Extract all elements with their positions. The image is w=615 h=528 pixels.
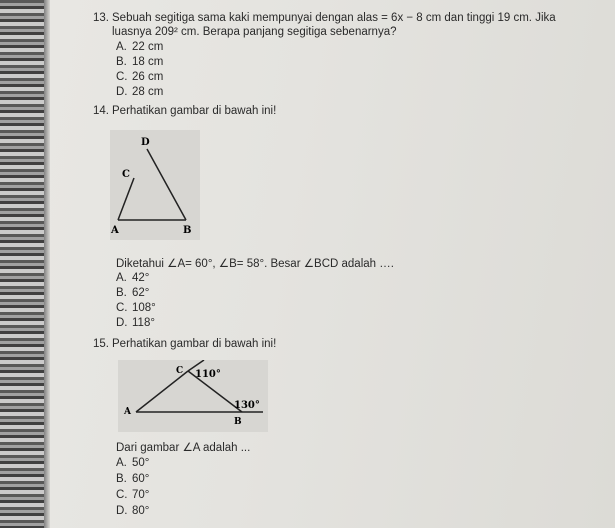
q13-number: 13. — [93, 12, 109, 24]
q14-line-bd — [147, 149, 186, 220]
q14-label-c: C — [122, 169, 130, 180]
q15-statement: Dari gambar ∠A adalah ... — [116, 442, 251, 454]
q13-option-b: B. 18 cm — [116, 56, 164, 68]
q14-option-a: A. 42° — [116, 272, 150, 284]
q14-line-ac — [118, 178, 134, 220]
q13-option-c: C. 26 cm — [116, 71, 164, 83]
q15-label-c: C — [176, 366, 184, 376]
q15-figure — [118, 360, 268, 432]
q14-label-b: B — [183, 225, 192, 236]
q14-option-b: B. 62° — [116, 287, 150, 299]
q14-statement: Diketahui ∠A= 60°, ∠B= 58°. Besar ∠BCD adalah …. — [116, 258, 394, 270]
q15-label-angle-b: 130° — [234, 400, 260, 411]
q13-line2: luasnya 209² cm. Berapa panjang segitiga sebenarnya? — [112, 26, 397, 38]
q14-prompt: Perhatikan gambar di bawah ini! — [112, 105, 277, 117]
q15-number: 15. — [93, 338, 109, 350]
book-binding — [0, 0, 50, 528]
q14-triangle-diagram — [110, 130, 200, 240]
q14-label-d: D — [141, 137, 150, 148]
q13-option-d: D. 28 cm — [116, 86, 164, 98]
q15-option-d: D. 80° — [116, 505, 150, 517]
q15-label-b: B — [234, 417, 242, 427]
q14-option-c: C. 108° — [116, 302, 156, 314]
q15-triangle-diagram — [118, 360, 268, 432]
q15-option-c: C. 70° — [116, 489, 150, 501]
q15-option-b: B. 60° — [116, 473, 150, 485]
q15-option-a: A. 50° — [116, 457, 150, 469]
q14-number: 14. — [93, 105, 109, 117]
q14-option-d: D. 118° — [116, 317, 155, 329]
q13-line1: Sebuah segitiga sama kaki mempunyai dengan alas = 6x − 8 cm dan tinggi 19 cm. Jika — [112, 12, 556, 24]
q15-label-a: A — [124, 407, 131, 417]
q14-label-a: A — [111, 225, 119, 236]
q14-figure — [110, 130, 200, 240]
q15-label-angle-c: 110° — [195, 369, 221, 380]
q15-line-ac — [136, 371, 188, 412]
q15-prompt: Perhatikan gambar di bawah ini! — [112, 338, 277, 350]
q13-option-a: A. 22 cm — [116, 41, 164, 53]
